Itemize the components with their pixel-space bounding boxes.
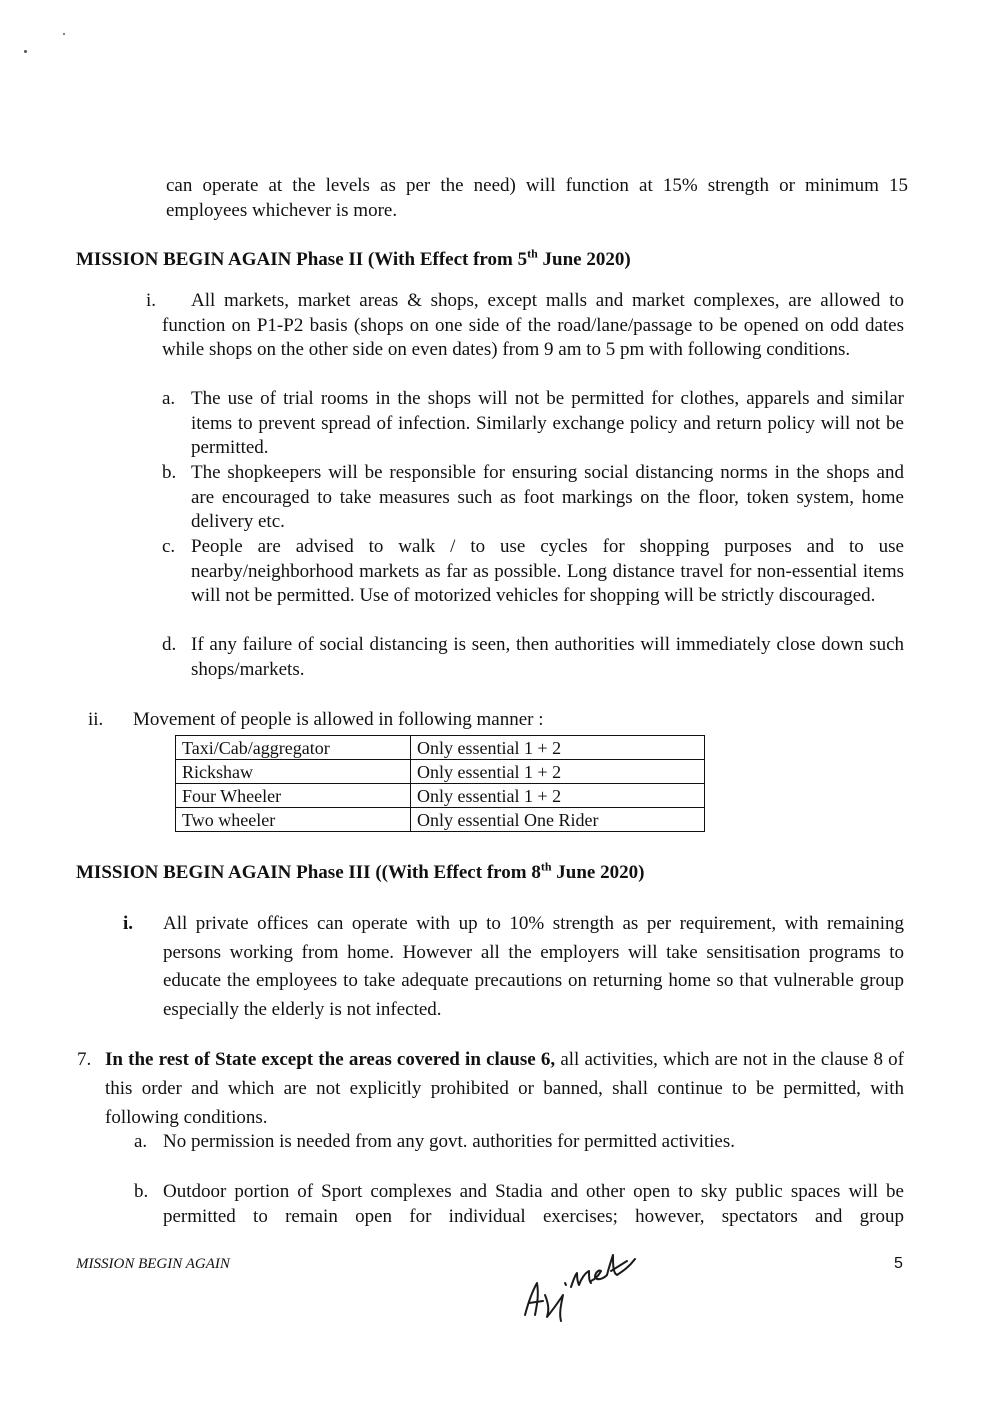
table-cell-mode: Taxi/Cab/aggregator [176, 736, 411, 760]
phase2-heading-date: June 2020) [537, 249, 631, 270]
signature [515, 1245, 645, 1325]
table-row [176, 784, 705, 808]
scan-mark [24, 50, 27, 53]
condition-a-text: The use of trial rooms in the shops will not be permitted for clothes, apparels and similar items to prevent spread of infection. Similarly exchange policy and return policy will not be permitted. [191, 388, 904, 458]
phase2-heading-text: MISSION BEGIN AGAIN Phase II (With Effect from 5 [76, 249, 528, 270]
phase2-heading-sup: th [527, 246, 538, 261]
condition-d-text: If any failure of social distancing is seen, then authorities will immediately close down such shops/markets. [191, 634, 904, 680]
phase2-item-ii-text: Movement of people is allowed in following manner : [133, 709, 544, 730]
phase3-heading-text: MISSION BEGIN AGAIN Phase III ((With Effect from 8 [76, 862, 541, 883]
clause7-paragraph [105, 1045, 904, 1132]
clause7-item-a-marker: a. [134, 1131, 148, 1152]
table-cell-mode: Rickshaw [176, 760, 411, 784]
phase2-heading [76, 247, 631, 273]
phase3-heading-sup: th [540, 859, 552, 874]
phase3-heading-date: June 2020) [551, 862, 645, 883]
phase3-heading [76, 860, 644, 886]
clause7-text: all activities, which are not in the clause 8 of this order and which are not explicitly prohibited or banned, shall continue to be permitted, with following conditions. [105, 1049, 905, 1128]
clause7-marker: 7. [77, 1049, 92, 1070]
clause7-item-b-marker: b. [134, 1181, 149, 1202]
scan-mark [63, 33, 65, 35]
table-cell-rule: Only essential 1 + 2 [411, 736, 705, 760]
table-cell-mode: Four Wheeler [176, 784, 411, 808]
clause7-bold-lead: In the rest of State except the areas covered in clause 6, [105, 1049, 556, 1070]
movement-table [175, 735, 705, 832]
table-cell-mode: Two wheeler [176, 808, 411, 832]
clause7-item-a-text: No permission is needed from any govt. authorities for permitted activities. [163, 1131, 735, 1152]
condition-b-marker: b. [162, 462, 177, 483]
table-cell-rule: Only essential 1 + 2 [411, 784, 705, 808]
table-cell-rule: Only essential 1 + 2 [411, 760, 705, 784]
footer-title: MISSION BEGIN AGAIN [76, 1256, 230, 1272]
phase2-item-ii-marker: ii. [88, 709, 104, 730]
table-row [176, 808, 705, 832]
condition-c-text: People are advised to walk / to use cycles for shopping purposes and to use nearby/neighborhood markets as far as possible. Long distance travel for non-essential items will not be permitted. Use of motorized vehicles for shopping will be strictly discouraged. [191, 536, 904, 606]
page-number: 5 [894, 1255, 903, 1272]
table-row [176, 736, 705, 760]
condition-b-text: The shopkeepers will be responsible for ensuring social distancing norms in the shops and are encouraged to take measures such as foot markings on the floor, token system, home delivery etc. [191, 462, 904, 532]
continuation-paragraph: can operate at the levels as per the need) will function at 15% strength or minimum 15 employees whichever is more. [166, 175, 908, 221]
table-cell-rule: Only essential One Rider [411, 808, 705, 832]
phase2-item-i-marker: i. [146, 290, 157, 311]
phase3-item-i-marker: i. [123, 913, 134, 934]
condition-a-marker: a. [162, 388, 176, 409]
condition-d-marker: d. [162, 634, 177, 655]
phase3-item-i-text: All private offices can operate with up to 10% strength as per requirement, with remaining persons working from home. However all the employers will take sensitisation programs to educate the employees to take adequate precautions on returning home so that vulnerable group especially the elderly is not infected. [163, 913, 904, 1020]
table-row [176, 760, 705, 784]
phase2-item-i-text: All markets, market areas & shops, except malls and market complexes, are allowed to function on P1-P2 basis (shops on one side of the road/lane/passage to be opened on odd dates while shops on the other side on even dates) from 9 am to 5 pm with following conditions. [162, 290, 904, 360]
condition-c-marker: c. [162, 536, 176, 557]
clause7-item-b-text: Outdoor portion of Sport complexes and Stadia and other open to sky public spaces will be permitted to remain open for individual exercises; however, spectators and group [163, 1181, 904, 1227]
